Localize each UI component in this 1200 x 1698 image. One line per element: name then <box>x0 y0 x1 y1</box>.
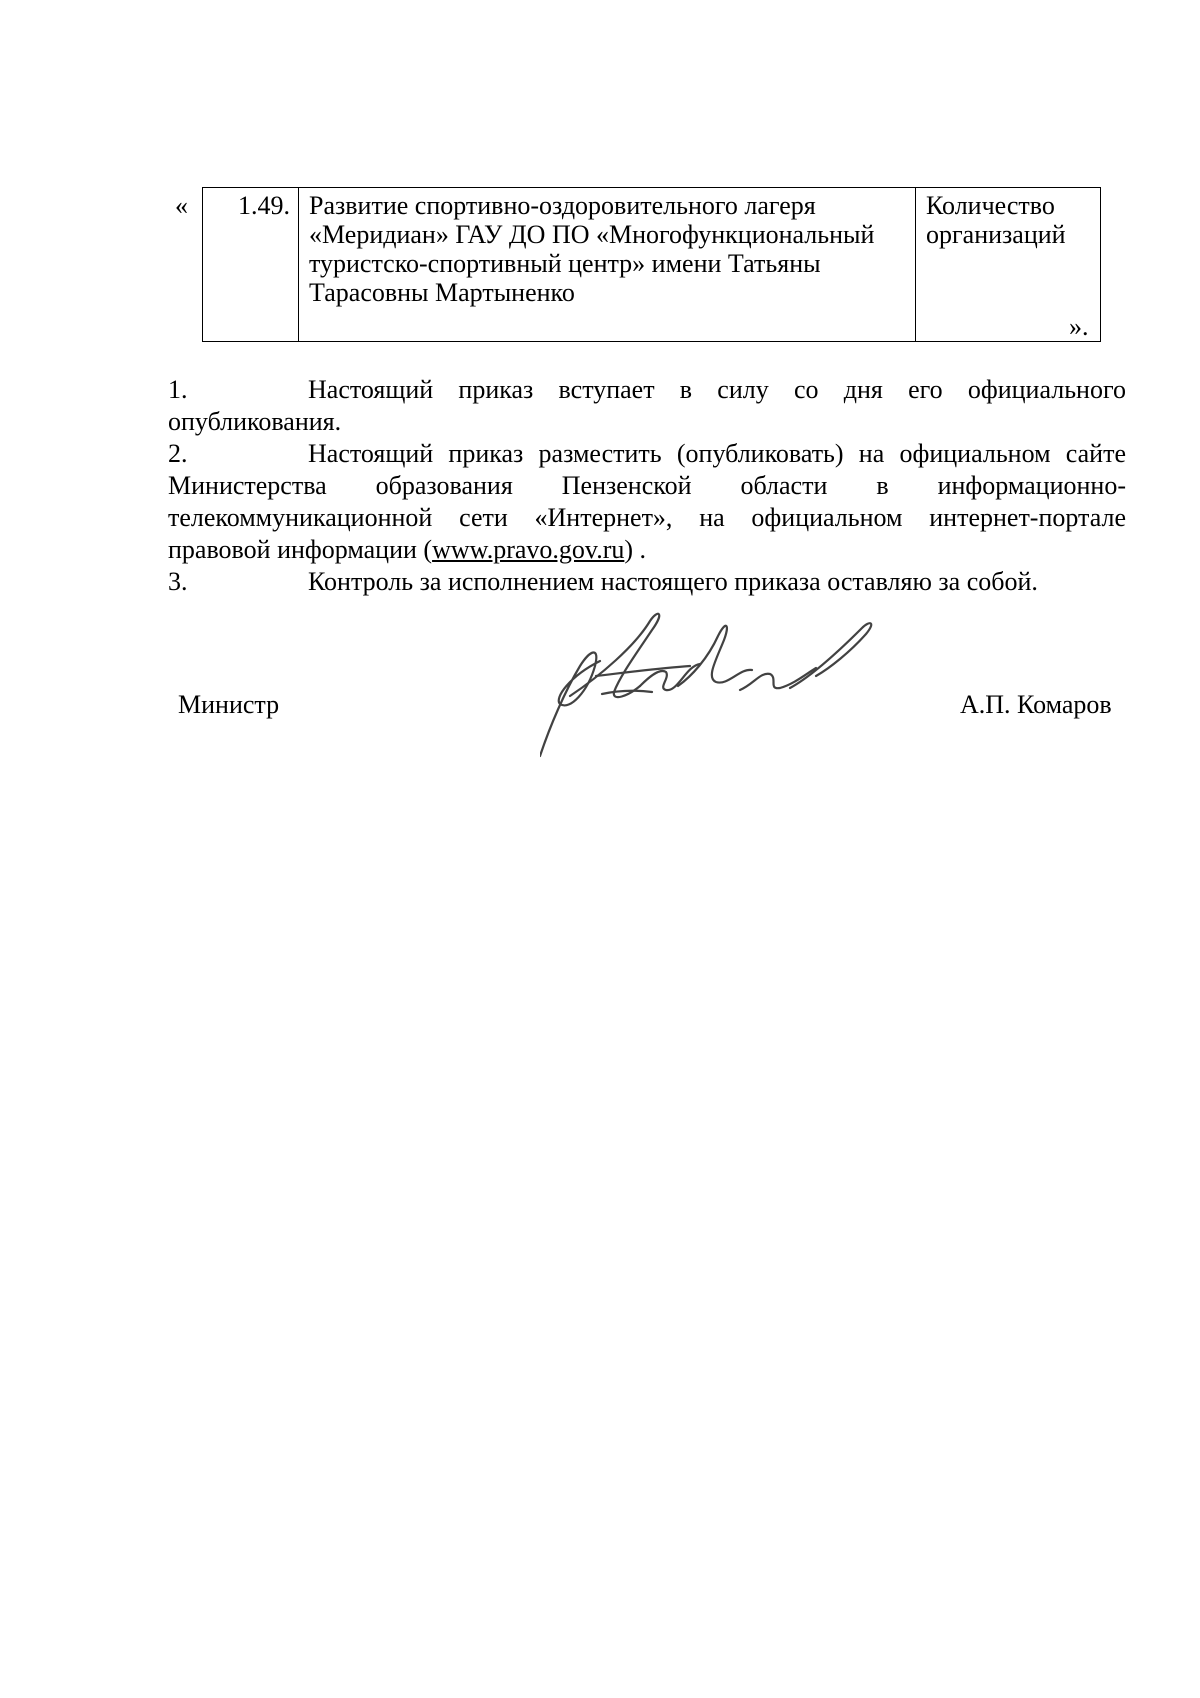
close-quote: ». <box>1069 312 1089 341</box>
paragraph-number: 3. <box>168 567 188 596</box>
paragraph-text: Настоящий приказ вступает в силу со дня его официального опубликования. <box>168 375 1126 436</box>
paragraph-text-end: ) . <box>624 535 647 564</box>
table-row <box>203 188 1101 342</box>
paragraph-text: Настоящий приказ разместить (опубликовать) на официальном сайте Министерства образования Пензенской области в информационно-телекоммуникационной сети «Интернет», на официальном интернет-портале правовой информации ( <box>168 439 1126 564</box>
paragraph-number: 2. <box>168 439 188 468</box>
signatory-role: Министр <box>178 690 280 719</box>
paragraph-1 <box>168 374 1126 438</box>
row-unit: Количество организаций <box>916 188 1101 342</box>
row-text: Развитие спортивно-оздоровительного лагеря «Меридиан» ГАУ ДО ПО «Многофункциональный туристско-спортивный центр» имени Татьяны Тарасовны Мартыненко <box>299 188 916 342</box>
handwritten-signature <box>540 606 880 766</box>
row-number: 1.49. <box>203 188 299 342</box>
paragraph-3 <box>168 566 1126 598</box>
paragraph-number: 1. <box>168 375 188 404</box>
paragraph-2 <box>168 438 1126 566</box>
paragraph-text: Контроль за исполнением настоящего приказа оставляю за собой. <box>308 567 1038 596</box>
signatory-name: А.П. Комаров <box>960 690 1112 719</box>
open-quote: « <box>175 191 188 220</box>
amendment-table <box>202 187 1101 342</box>
pravo-link[interactable]: www.pravo.gov.ru <box>432 535 625 564</box>
